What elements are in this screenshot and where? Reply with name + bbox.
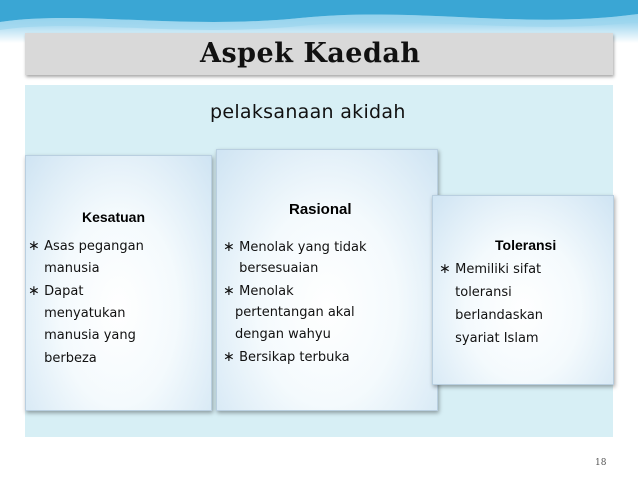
asterisk-bullet-icon: ∗ bbox=[223, 239, 235, 255]
list-item: ∗ Menolak bbox=[223, 280, 367, 302]
list-item: bersesuaian bbox=[239, 261, 319, 276]
list-item: syariat Islam bbox=[455, 331, 539, 346]
card-title-toleransi: Toleransi bbox=[495, 237, 557, 253]
card-lines-toleransi bbox=[439, 258, 543, 350]
list-item: dengan wahyu bbox=[235, 327, 331, 342]
list-item: pertentangan akal bbox=[235, 305, 355, 320]
list-item: berlandaskan bbox=[455, 308, 544, 323]
slide-title: Aspek Kaedah bbox=[200, 38, 421, 69]
list-item: manusia bbox=[44, 260, 100, 276]
list-item: ∗ Memiliki sifat bbox=[439, 258, 543, 281]
page-number: 18 bbox=[595, 458, 607, 468]
asterisk-bullet-icon: ∗ bbox=[28, 283, 40, 299]
card-title-kesatuan: Kesatuan bbox=[82, 209, 146, 225]
asterisk-bullet-icon: ∗ bbox=[28, 238, 40, 254]
asterisk-bullet-icon: ∗ bbox=[223, 283, 235, 299]
list-item: ∗ Bersikap terbuka bbox=[223, 346, 367, 368]
list-item: berbeza bbox=[44, 350, 97, 366]
card-lines-rasional bbox=[223, 236, 367, 368]
list-item: menyatukan bbox=[44, 305, 126, 321]
card-title-rasional: Rasional bbox=[289, 201, 352, 218]
slide-subtitle: pelaksanaan akidah bbox=[210, 101, 406, 123]
asterisk-bullet-icon: ∗ bbox=[439, 261, 451, 277]
card-lines-kesatuan bbox=[28, 235, 144, 370]
list-item: ∗ Asas pegangan bbox=[28, 235, 144, 258]
list-item: manusia yang bbox=[44, 328, 136, 343]
list-item: ∗ Dapat bbox=[28, 280, 144, 303]
list-item: toleransi bbox=[455, 285, 512, 300]
asterisk-bullet-icon: ∗ bbox=[223, 349, 235, 365]
list-item: ∗ Menolak yang tidak bbox=[223, 236, 367, 258]
